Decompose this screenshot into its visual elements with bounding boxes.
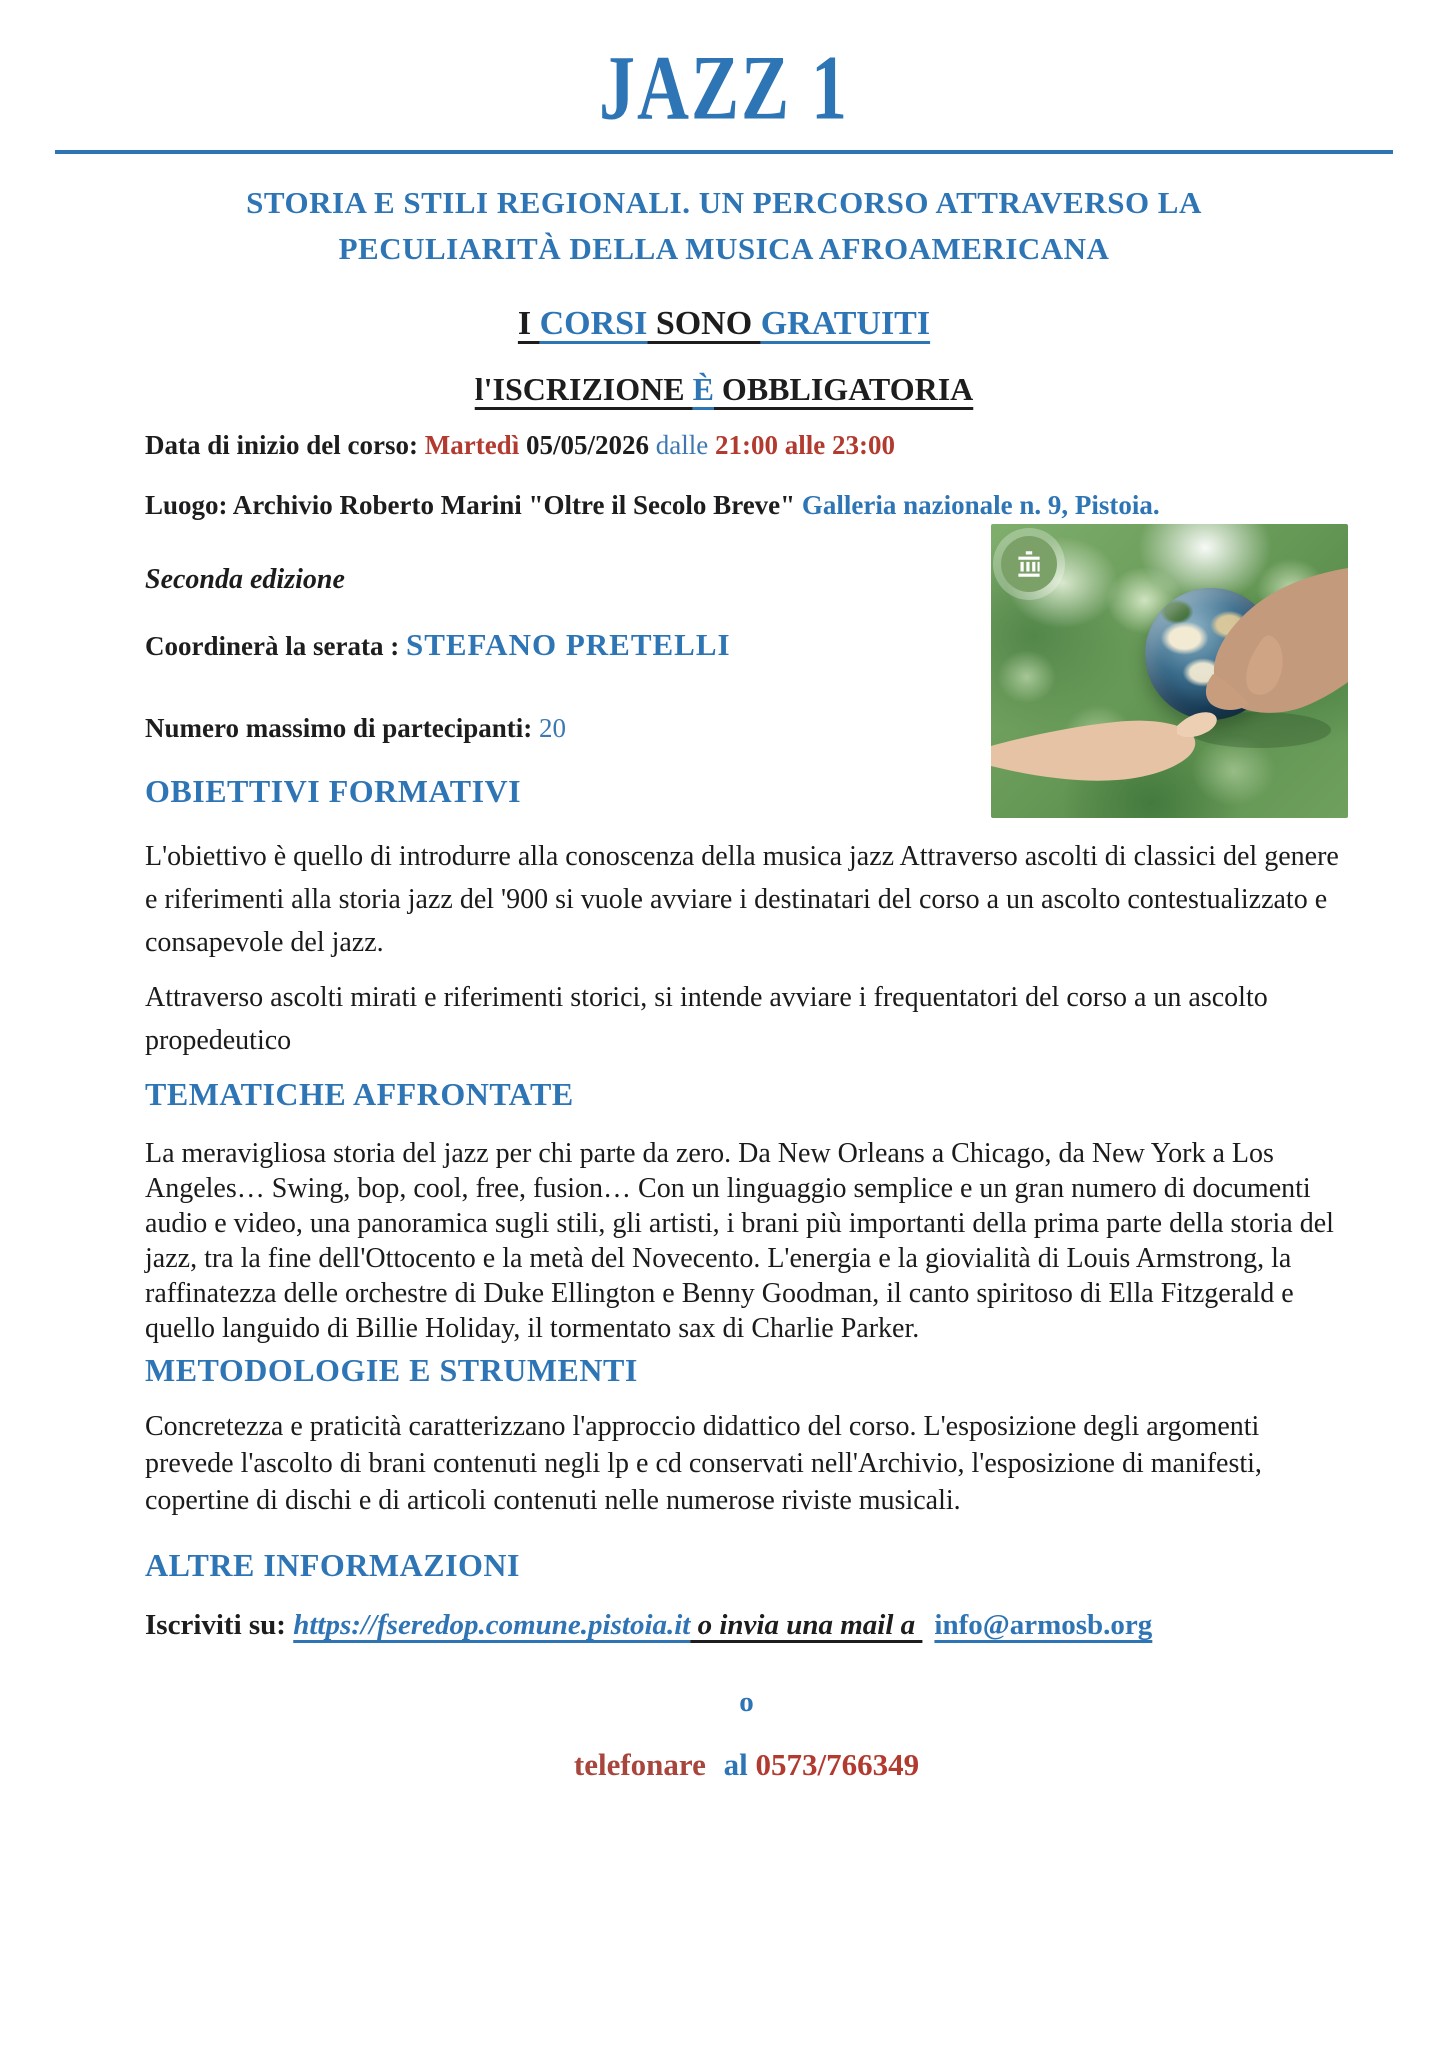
edition-note: Seconda edizione	[145, 564, 345, 595]
free-course-seg3: SONO	[647, 305, 761, 342]
phone-connector: al	[715, 1747, 756, 1782]
participants-count: 20	[538, 713, 566, 743]
phone-label: telefonare	[573, 1747, 706, 1782]
methodology-paragraph: Concretezza e praticità caratterizzano l'approccio didattico del corso. L'esposizione degli argomenti prevede l'ascolto di brani contenuti negli lp e cd conservati nell'Archivio, l'esposizione di manifesti, copertine di dischi e di articoli contenuti nelle numerose riviste musicali.	[145, 1411, 1262, 1516]
free-course-seg2: CORSI	[539, 305, 648, 342]
venue-address: Galleria nazionale n. 9, Pistoia.	[801, 490, 1160, 520]
topics-paragraph: La meravigliosa storia del jazz per chi parte da zero. Da New Orleans a Chicago, da New York a Los Angeles… Swing, bop, cool, free, fusion… Con un linguaggio semplice e un gran numero di documenti audio e video, una panoramica sugli stili, gli artisti, i brani più importanti della prima parte della storia del jazz, tra la fine dell'Ottocento e la metà del Novecento. L'energia e la giovialità di Louis Armstrong, la raffinatezza delle orchestre di Duke Ellington e Benny Goodman, il canto spiritoso di Ella Fitzgerald e quello languido di Billie Holiday, il tormentato sax di Charlie Parker.	[145, 1138, 1334, 1344]
signup-connector: o invia una mail a	[690, 1609, 923, 1641]
title-area	[0, 0, 1448, 140]
start-date-value: 05/05/2026	[525, 430, 656, 460]
course-subtitle: STORIA E STILI REGIONALI. UN PERCORSO ATTRAVERSO LA PECULIARITÀ DELLA MUSICA AFROAMERICANA	[246, 185, 1202, 266]
participants-label: Numero massimo di partecipanti:	[145, 713, 539, 743]
start-date-day: Martedì	[424, 430, 526, 460]
start-date-label: Data di inizio del corso:	[145, 430, 425, 460]
enrollment-seg1: l'ISCRIZIONE	[474, 371, 693, 407]
page-title: JAZZ 1	[598, 36, 850, 140]
museum-icon	[1001, 536, 1057, 592]
start-date-alle: alle	[784, 430, 832, 460]
earth-hands-photo	[991, 524, 1348, 818]
section-heading-objectives: OBIETTIVI FORMATIVI	[145, 773, 522, 809]
enrollment-seg2: È	[692, 371, 714, 407]
enrollment-banner	[0, 368, 1448, 410]
phone-number: 0573/766349	[755, 1747, 920, 1782]
section-heading-topics: TEMATICHE AFFRONTATE	[145, 1076, 574, 1112]
coordinator-label: Coordinerà la serata :	[145, 631, 406, 661]
objectives-paragraph-2: Attraverso ascolti mirati e riferimenti storici, si intende avviare i frequentatori del corso a un ascolto propedeutico	[145, 982, 1268, 1056]
free-course-banner	[0, 302, 1448, 346]
signup-url-link[interactable]: https://fseredop.comune.pistoia.it	[293, 1609, 691, 1641]
enrollment-seg3: OBBLIGATORIA	[713, 371, 974, 407]
venue-line	[145, 486, 1348, 524]
signup-label: Iscriviti su:	[145, 1609, 294, 1641]
flyer-body	[0, 426, 1448, 1785]
or-separator	[145, 1685, 1348, 1719]
venue-label: Luogo: Archivio Roberto Marini "Oltre il Secolo Breve"	[145, 490, 802, 520]
title-divider	[55, 150, 1393, 154]
coordinator-name: STEFANO PRETELLI	[405, 627, 731, 662]
signup-line	[145, 1605, 1348, 1645]
phone-line	[145, 1745, 1348, 1785]
start-time: 21:00	[714, 430, 785, 460]
objectives-paragraph-1: L'obiettivo è quello di introdurre alla conoscenza della musica jazz Attraverso ascolti di classici del genere e riferimenti alla storia jazz del '900 si vuole avviare i destinatari del corso a un ascolto contestualizzato e consapevole del jazz.	[145, 841, 1339, 958]
start-date-line	[145, 426, 1348, 464]
end-time: 23:00	[831, 430, 895, 460]
section-heading-methodology: METODOLOGIE E STRUMENTI	[145, 1352, 638, 1388]
section-heading-more-info: ALTRE INFORMAZIONI	[145, 1547, 520, 1583]
start-date-dalle: dalle	[655, 430, 715, 460]
free-course-seg1: I	[517, 305, 540, 342]
or-label: o	[739, 1686, 754, 1718]
free-course-seg4: GRATUITI	[760, 305, 931, 342]
signup-email-link[interactable]: info@armosb.org	[934, 1609, 1153, 1641]
